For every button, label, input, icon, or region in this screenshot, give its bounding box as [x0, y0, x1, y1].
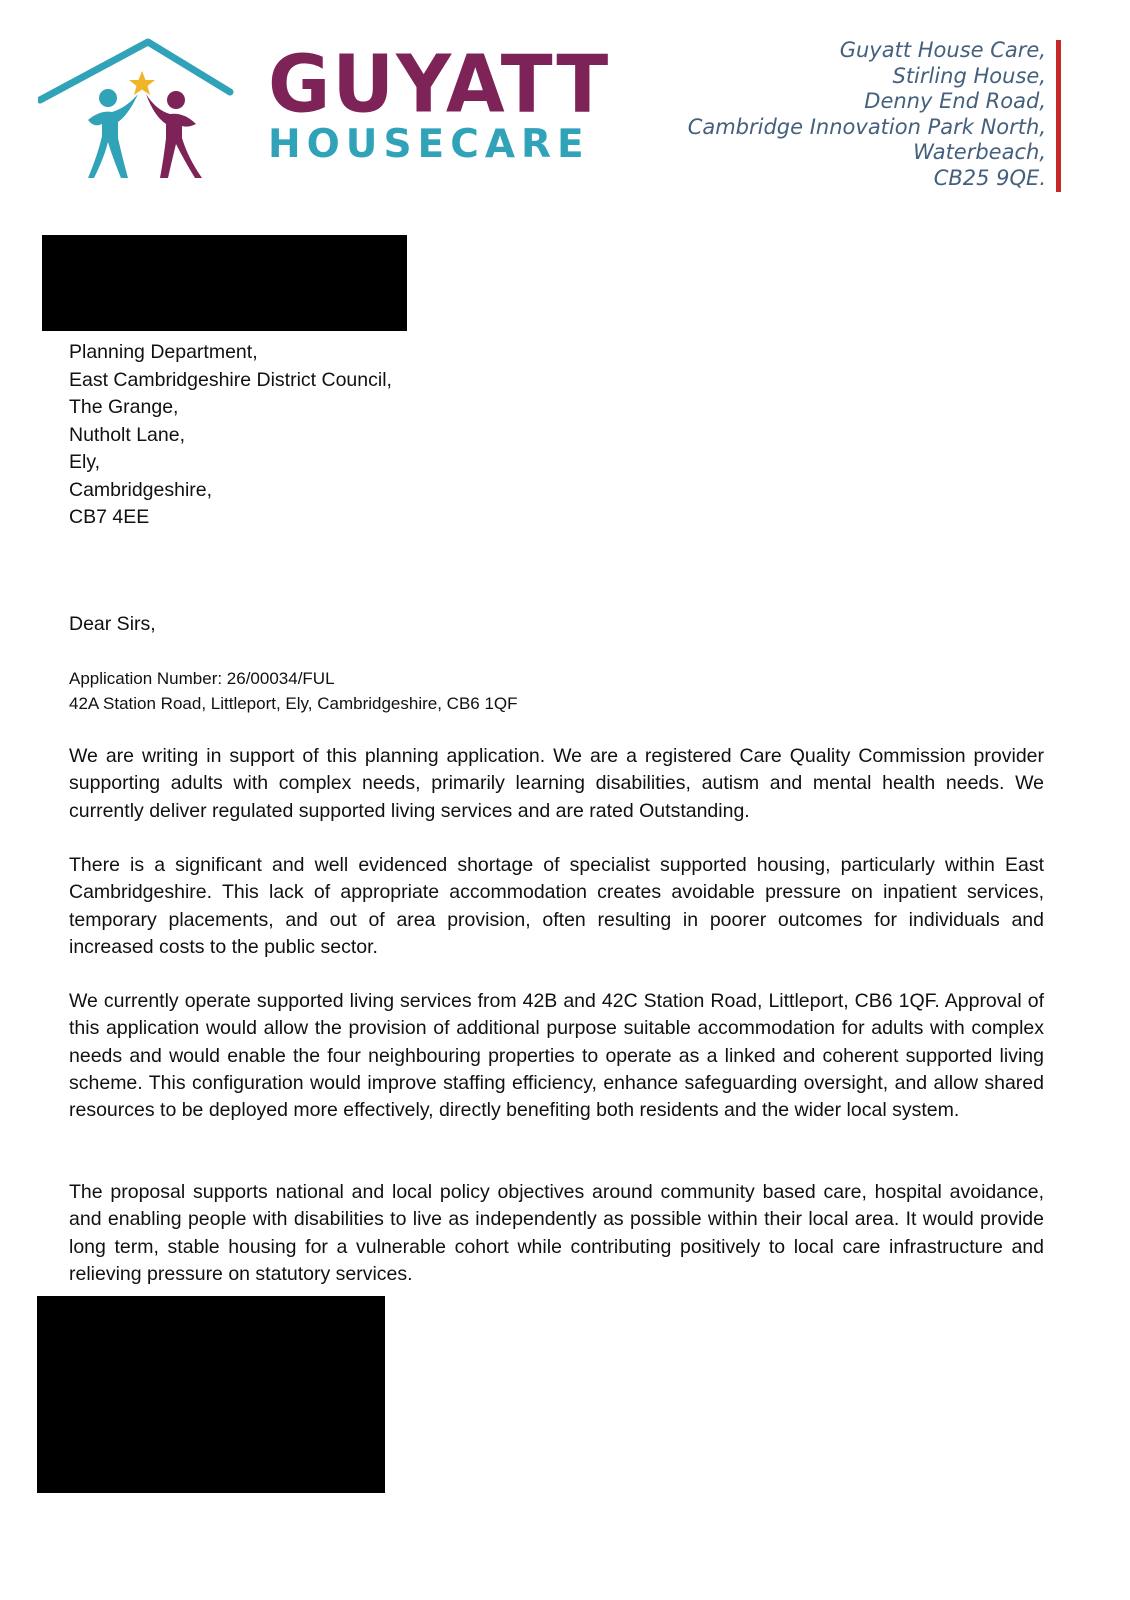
- sender-address-line: Waterbeach,: [913, 140, 1046, 164]
- application-number: Application Number: 26/00034/FUL: [69, 669, 335, 688]
- sender-address-line: CB25 9QE.: [933, 165, 1046, 190]
- recipient-address-line: Nutholt Lane,: [69, 423, 186, 446]
- body-paragraph: There is a significant and well evidenced shortage of specialist supported housing, particularly within East Cambridgeshire. This lack of appropriate accommodation creates avoidable pressure on inpatient services, temporary placements, and out of area provision, often resulting in poorer outcomes for individuals and increased costs to the public sector.: [69, 854, 1044, 958]
- company-subtitle: HOUSECARE: [268, 122, 590, 167]
- company-name: GUYATT: [268, 36, 611, 131]
- application-reference: [69, 666, 518, 716]
- redaction-box-top: [42, 235, 407, 331]
- sender-address-line: Stirling House,: [892, 63, 1046, 88]
- recipient-address-line: East Cambridgeshire District Council,: [69, 368, 392, 391]
- recipient-address: [69, 339, 392, 532]
- body-paragraph: The proposal supports national and local policy objectives around community based care, hospital avoidance, and enabling people with disabilities to live as independently as possible within their local area. It would provide long term, stable housing for a vulnerable cohort while contributing positively to local care infrastructure and relieving pressure on statutory services.: [69, 1181, 1044, 1285]
- sender-address-line: Denny End Road,: [864, 89, 1046, 113]
- salutation: Dear Sirs,: [69, 613, 156, 635]
- body-paragraph: We currently operate supported living services from 42B and 42C Station Road, Littleport, CB6 1QF. Approval of this application would allow the provision of additional purpose suitable accommodation for adults with complex needs and would enable the four neighbouring properties to operate as a linked and coherent supported living scheme. This configuration would improve staffing efficiency, enhance safeguarding oversight, and allow shared resources to be deployed more effectively, directly benefiting both residents and the wider local system.: [69, 990, 1044, 1122]
- company-logo-icon: [38, 38, 238, 188]
- recipient-address-line: Planning Department,: [69, 341, 258, 363]
- accent-divider: [1056, 40, 1061, 192]
- redaction-box-signature: [37, 1296, 385, 1493]
- recipient-address-line: Ely,: [69, 451, 101, 473]
- body-paragraph: We are writing in support of this planning application. We are a registered Care Quality Commission provider supporting adults with complex needs, primarily learning disabilities, autism and mental health needs. We currently deliver regulated supported living services and are rated Outstanding.: [69, 745, 1044, 822]
- sender-address: [688, 38, 1046, 191]
- recipient-address-line: Cambridgeshire,: [69, 478, 213, 501]
- sender-address-line: Guyatt House Care,: [839, 38, 1046, 62]
- brand-wordmark: [268, 36, 611, 167]
- recipient-address-line: The Grange,: [69, 396, 179, 418]
- sender-address-line: Cambridge Innovation Park North,: [687, 114, 1046, 139]
- site-address: 42A Station Road, Littleport, Ely, Cambridgeshire, CB6 1QF: [69, 694, 518, 713]
- recipient-address-line: CB7 4EE: [69, 506, 150, 528]
